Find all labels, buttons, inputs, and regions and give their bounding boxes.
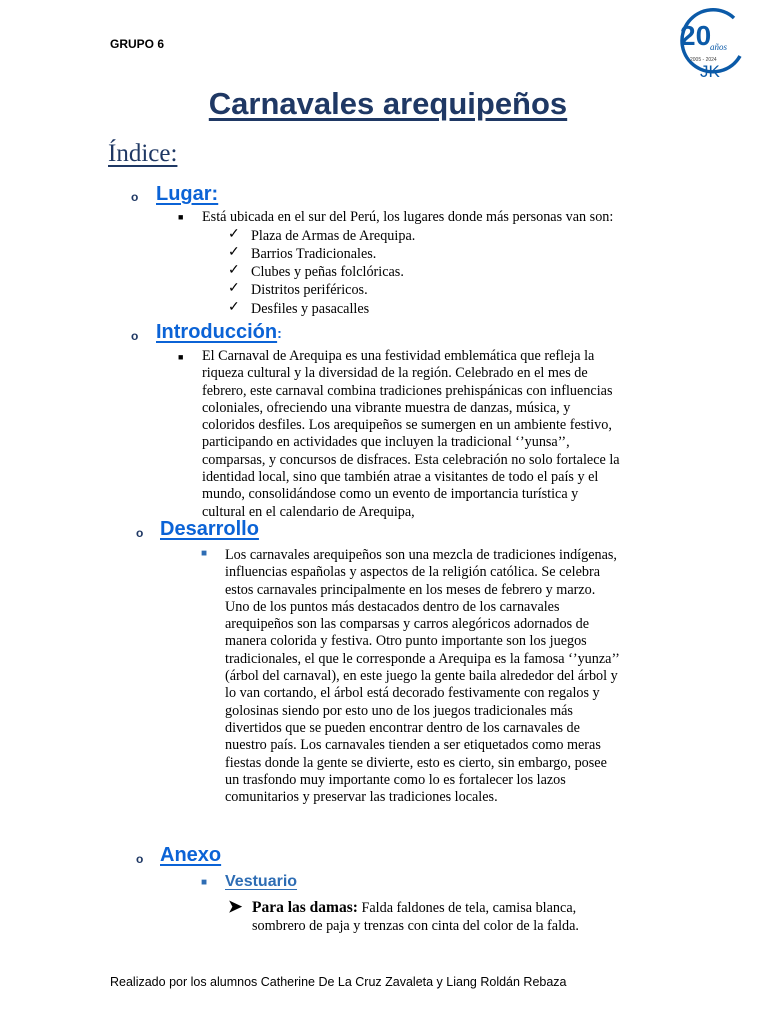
text-line: estos carnavales principalmente en los meses de febrero y marzo. — [225, 581, 596, 598]
checkmark-icon: ✓ — [228, 227, 240, 242]
text-line: identidad local, sino que también atrae a visitantes de todo el país y el — [202, 469, 599, 486]
square-bullet-icon: ■ — [178, 212, 184, 222]
text-line: (árbol del carnaval), en este juego la gente baila alrededor del árbol y — [225, 668, 618, 685]
place-item: Plaza de Armas de Arequipa. — [251, 228, 416, 244]
section-title-lugar: Lugar: — [156, 183, 219, 205]
text-line: Uno de los puntos más destacados dentro de los carnavales — [225, 598, 560, 615]
section-bullet-icon: o — [131, 190, 139, 204]
lugar-intro: Está ubicada en el sur del Perú, los lugares donde más personas van son: — [202, 209, 614, 225]
text-line: comparsas, y concursos de disfraces. Esta celebración no solo fortalece la — [202, 451, 620, 468]
text-line: arequipeños son las comparsas y carros alegóricos adornados de — [225, 616, 590, 633]
section-title-colon: : — [277, 325, 282, 341]
footer-credits: Realizado por los alumnos Catherine De La Cruz Zavaleta y Liang Roldán Rebaza — [110, 975, 567, 989]
text-line: tradicionales, el que le corresponde a Arequipa es la famosa ‘’yunza’’ — [225, 650, 620, 667]
logo-initials: JK — [700, 62, 720, 78]
page-title: Carnavales arequipeños — [208, 86, 568, 121]
group-label: GRUPO 6 — [110, 37, 165, 51]
section-bullet-icon: o — [136, 526, 144, 540]
checkmark-icon: ✓ — [228, 281, 240, 296]
text-line: influencias españolas y aspectos de la religión católica. Se celebra — [225, 564, 601, 581]
vestuario-line — [252, 899, 672, 917]
place-item: Barrios Tradicionales. — [251, 246, 377, 262]
text-line: mundo, consolidándose como un evento de importancia turística y — [202, 486, 579, 503]
place-item: Distritos periféricos. — [251, 282, 368, 298]
introduccion-paragraph — [202, 348, 672, 521]
text-line: divertidos que se pueden encontrar dentro de los carnavales de — [225, 719, 580, 736]
text-line: febrero, este carnaval combina tradiciones prehispánicas con influencias — [202, 382, 613, 399]
place-item: Clubes y peñas folclóricas. — [251, 264, 404, 280]
checkmark-icon: ✓ — [228, 300, 240, 315]
text-line: golosinas siendo por esto uno de los juegos tradicionales más — [225, 702, 573, 719]
index-heading: Índice: — [108, 140, 178, 167]
text-line: nuestro país. Los carnavales tienden a ser etiquetados como meras — [225, 737, 601, 754]
place-item: Desfiles y pasacalles — [251, 301, 370, 317]
section-bullet-icon: o — [131, 329, 139, 343]
checkmark-icon: ✓ — [228, 245, 240, 260]
text-line: riqueza cultural y la diversidad de la región. Celebrado en el mes de — [202, 365, 588, 382]
arrow-bullet-icon: ➤ — [228, 897, 243, 916]
section-bullet-icon: o — [136, 852, 144, 866]
vestuario-item — [252, 899, 672, 935]
section-title-introduccion — [156, 321, 282, 344]
text-line: comunitarios y preservar las tradiciones locales. — [225, 789, 498, 806]
text-line: manera colorida y festiva. Otro punto importante son los juegos — [225, 633, 587, 650]
text-line: coloridos desfiles. Los arequipeños se sumergen en un ambiente festivo, — [202, 417, 612, 434]
text-line: un trasfondo muy importante como lo es fortalecer los lazos — [225, 771, 566, 788]
logo-small-text: años — [710, 42, 728, 52]
section-title-text: Introducción — [156, 321, 278, 343]
text-line: coloniales, ofreciendo una vibrante muestra de danzas, música, y — [202, 399, 571, 416]
section-title-desarrollo: Desarrollo — [160, 518, 259, 540]
section-title-anexo: Anexo — [160, 844, 222, 866]
square-bullet-icon: ■ — [201, 548, 208, 559]
text-line: El Carnaval de Arequipa es una festividad emblemática que refleja la — [202, 348, 595, 364]
checkmark-icon: ✓ — [228, 263, 240, 278]
vestuario-item-label: Para las damas: — [252, 899, 358, 916]
square-bullet-icon: ■ — [178, 352, 184, 362]
logo-number: 20 — [680, 20, 712, 51]
subsection-title-vestuario: Vestuario — [225, 873, 298, 890]
logo-years: 2005 - 2024 — [690, 57, 717, 63]
text-line: Los carnavales arequipeños son una mezcla de tradiciones indígenas, — [225, 547, 617, 563]
vestuario-line: sombrero de paja y trenzas con cinta del color de la falda. — [252, 918, 579, 934]
desarrollo-paragraph — [225, 547, 665, 806]
text-line: lo van cortando, el árbol está decorado festivamente con regalos y — [225, 685, 600, 702]
anniversary-logo — [670, 8, 750, 78]
text-line: cultural en el calendario de Arequipa, — [202, 503, 415, 520]
square-bullet-icon: ■ — [201, 877, 208, 888]
vestuario-item-text: Falda faldones de tela, camisa blanca, — [357, 900, 577, 916]
text-line: participando en actividades que incluyen la tradicional ‘’yunsa’’, — [202, 434, 570, 451]
text-line: fiestas donde la gente se divierte, esto es cierto, sin embargo, posee — [225, 754, 607, 771]
